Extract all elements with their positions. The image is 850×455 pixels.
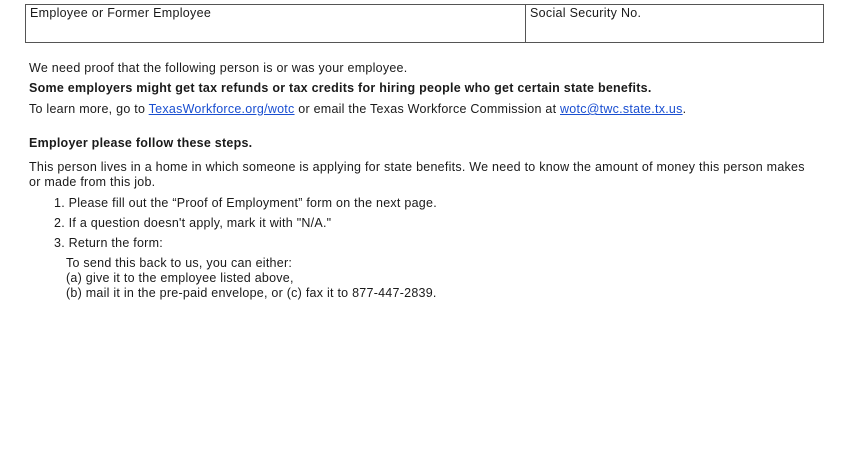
- ssn-input[interactable]: [530, 23, 819, 41]
- wotc-email-link[interactable]: wotc@twc.state.tx.us: [560, 102, 683, 116]
- wotc-website-link[interactable]: TexasWorkforce.org/wotc: [148, 102, 295, 116]
- intro-line-3-prefix: To learn more, go to: [29, 102, 149, 116]
- employee-field-cell: [26, 5, 526, 42]
- send-line-2: (a) give it to the employee listed above,: [66, 271, 294, 285]
- send-line-3: (b) mail it in the pre-paid envelope, or (c) fax it to 877-447-2839.: [66, 286, 437, 300]
- step-2: 2. If a question doesn't apply, mark it with "N/A.": [54, 216, 332, 230]
- employee-name-input[interactable]: [30, 23, 521, 41]
- employee-info-box: [25, 4, 824, 43]
- steps-heading: Employer please follow these steps.: [29, 136, 253, 150]
- step-3: 3. Return the form:: [54, 236, 163, 250]
- employee-field-label: Employee or Former Employee: [30, 6, 212, 20]
- send-instructions: [66, 256, 437, 301]
- intro-line-2: Some employers might get tax refunds or tax credits for hiring people who get certain state benefits.: [29, 81, 652, 95]
- ssn-field-label: Social Security No.: [530, 6, 642, 20]
- intro-line-3-middle: or email the Texas Workforce Commission at: [294, 102, 561, 116]
- ssn-field-cell: [526, 5, 823, 42]
- intro-line-3-suffix: .: [682, 102, 687, 116]
- send-line-1: To send this back to us, you can either:: [66, 256, 293, 270]
- explanation-paragraph: This person lives in a home in which someone is applying for state benefits. We need to know the amount of money this person makes or made from this job.: [29, 160, 805, 189]
- step-1: 1. Please fill out the “Proof of Employment” form on the next page.: [54, 196, 437, 210]
- intro-line-3: [29, 102, 686, 116]
- intro-line-1: We need proof that the following person is or was your employee.: [29, 61, 408, 75]
